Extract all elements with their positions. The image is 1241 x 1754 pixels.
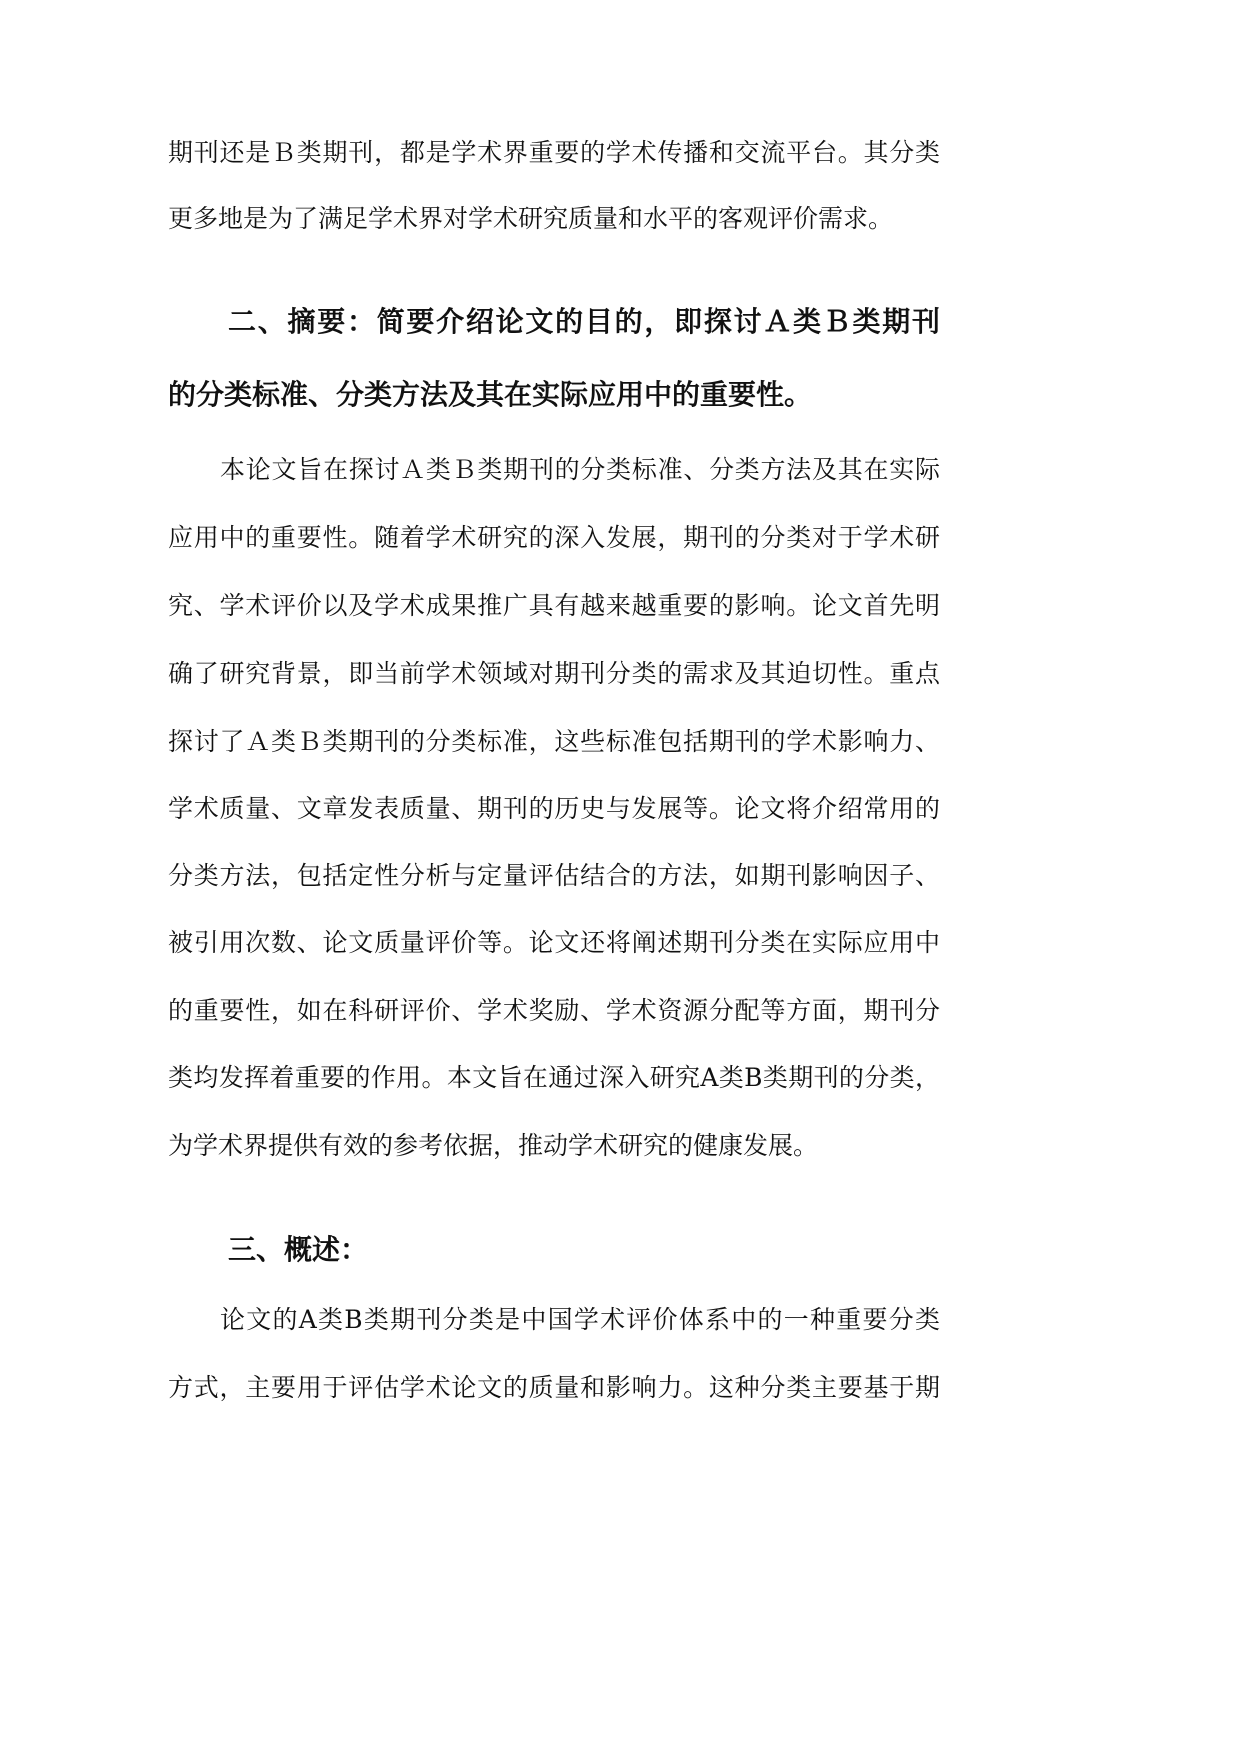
section-heading: 三、概述：	[228, 1233, 369, 1266]
paragraph-line: 分类方法，包括定性分析与定量评估结合的方法，如期刊影响因子、	[168, 861, 940, 890]
paragraph-line: 应用中的重要性。随着学术研究的深入发展，期刊的分类对于学术研	[168, 523, 940, 552]
paragraph-line: 本论文旨在探讨Ａ类Ｂ类期刊的分类标准、分类方法及其在实际	[220, 455, 940, 484]
paragraph-line: 探讨了Ａ类Ｂ类期刊的分类标准，这些标准包括期刊的学术影响力、	[168, 727, 940, 756]
paragraph-line: 为学术界提供有效的参考依据，推动学术研究的健康发展。	[168, 1131, 819, 1160]
paragraph-line: 究、学术评价以及学术成果推广具有越来越重要的影响。论文首先明	[168, 591, 940, 620]
paragraph-line: 被引用次数、论文质量评价等。论文还将阐述期刊分类在实际应用中	[168, 928, 940, 957]
section-heading: 二、摘要：简要介绍论文的目的，即探讨Ａ类Ｂ类期刊	[228, 305, 940, 338]
paragraph-line: 论文的A类B类期刊分类是中国学术评价体系中的一种重要分类	[220, 1305, 940, 1334]
paragraph-line: 的重要性，如在科研评价、学术奖励、学术资源分配等方面，期刊分	[168, 996, 940, 1025]
section-heading: 的分类标准、分类方法及其在实际应用中的重要性。	[168, 378, 813, 411]
paragraph-line: 方式，主要用于评估学术论文的质量和影响力。这种分类主要基于期	[168, 1373, 940, 1402]
paragraph-line: 期刊还是Ｂ类期刊，都是学术界重要的学术传播和交流平台。其分类	[168, 138, 940, 167]
paragraph-line: 学术质量、文章发表质量、期刊的历史与发展等。论文将介绍常用的	[168, 794, 940, 823]
paragraph-line: 更多地是为了满足学术界对学术研究质量和水平的客观评价需求。	[168, 204, 894, 233]
paragraph-line: 确了研究背景，即当前学术领域对期刊分类的需求及其迫切性。重点	[168, 659, 940, 688]
paragraph-line: 类均发挥着重要的作用。本文旨在通过深入研究A类B类期刊的分类，	[168, 1063, 940, 1092]
